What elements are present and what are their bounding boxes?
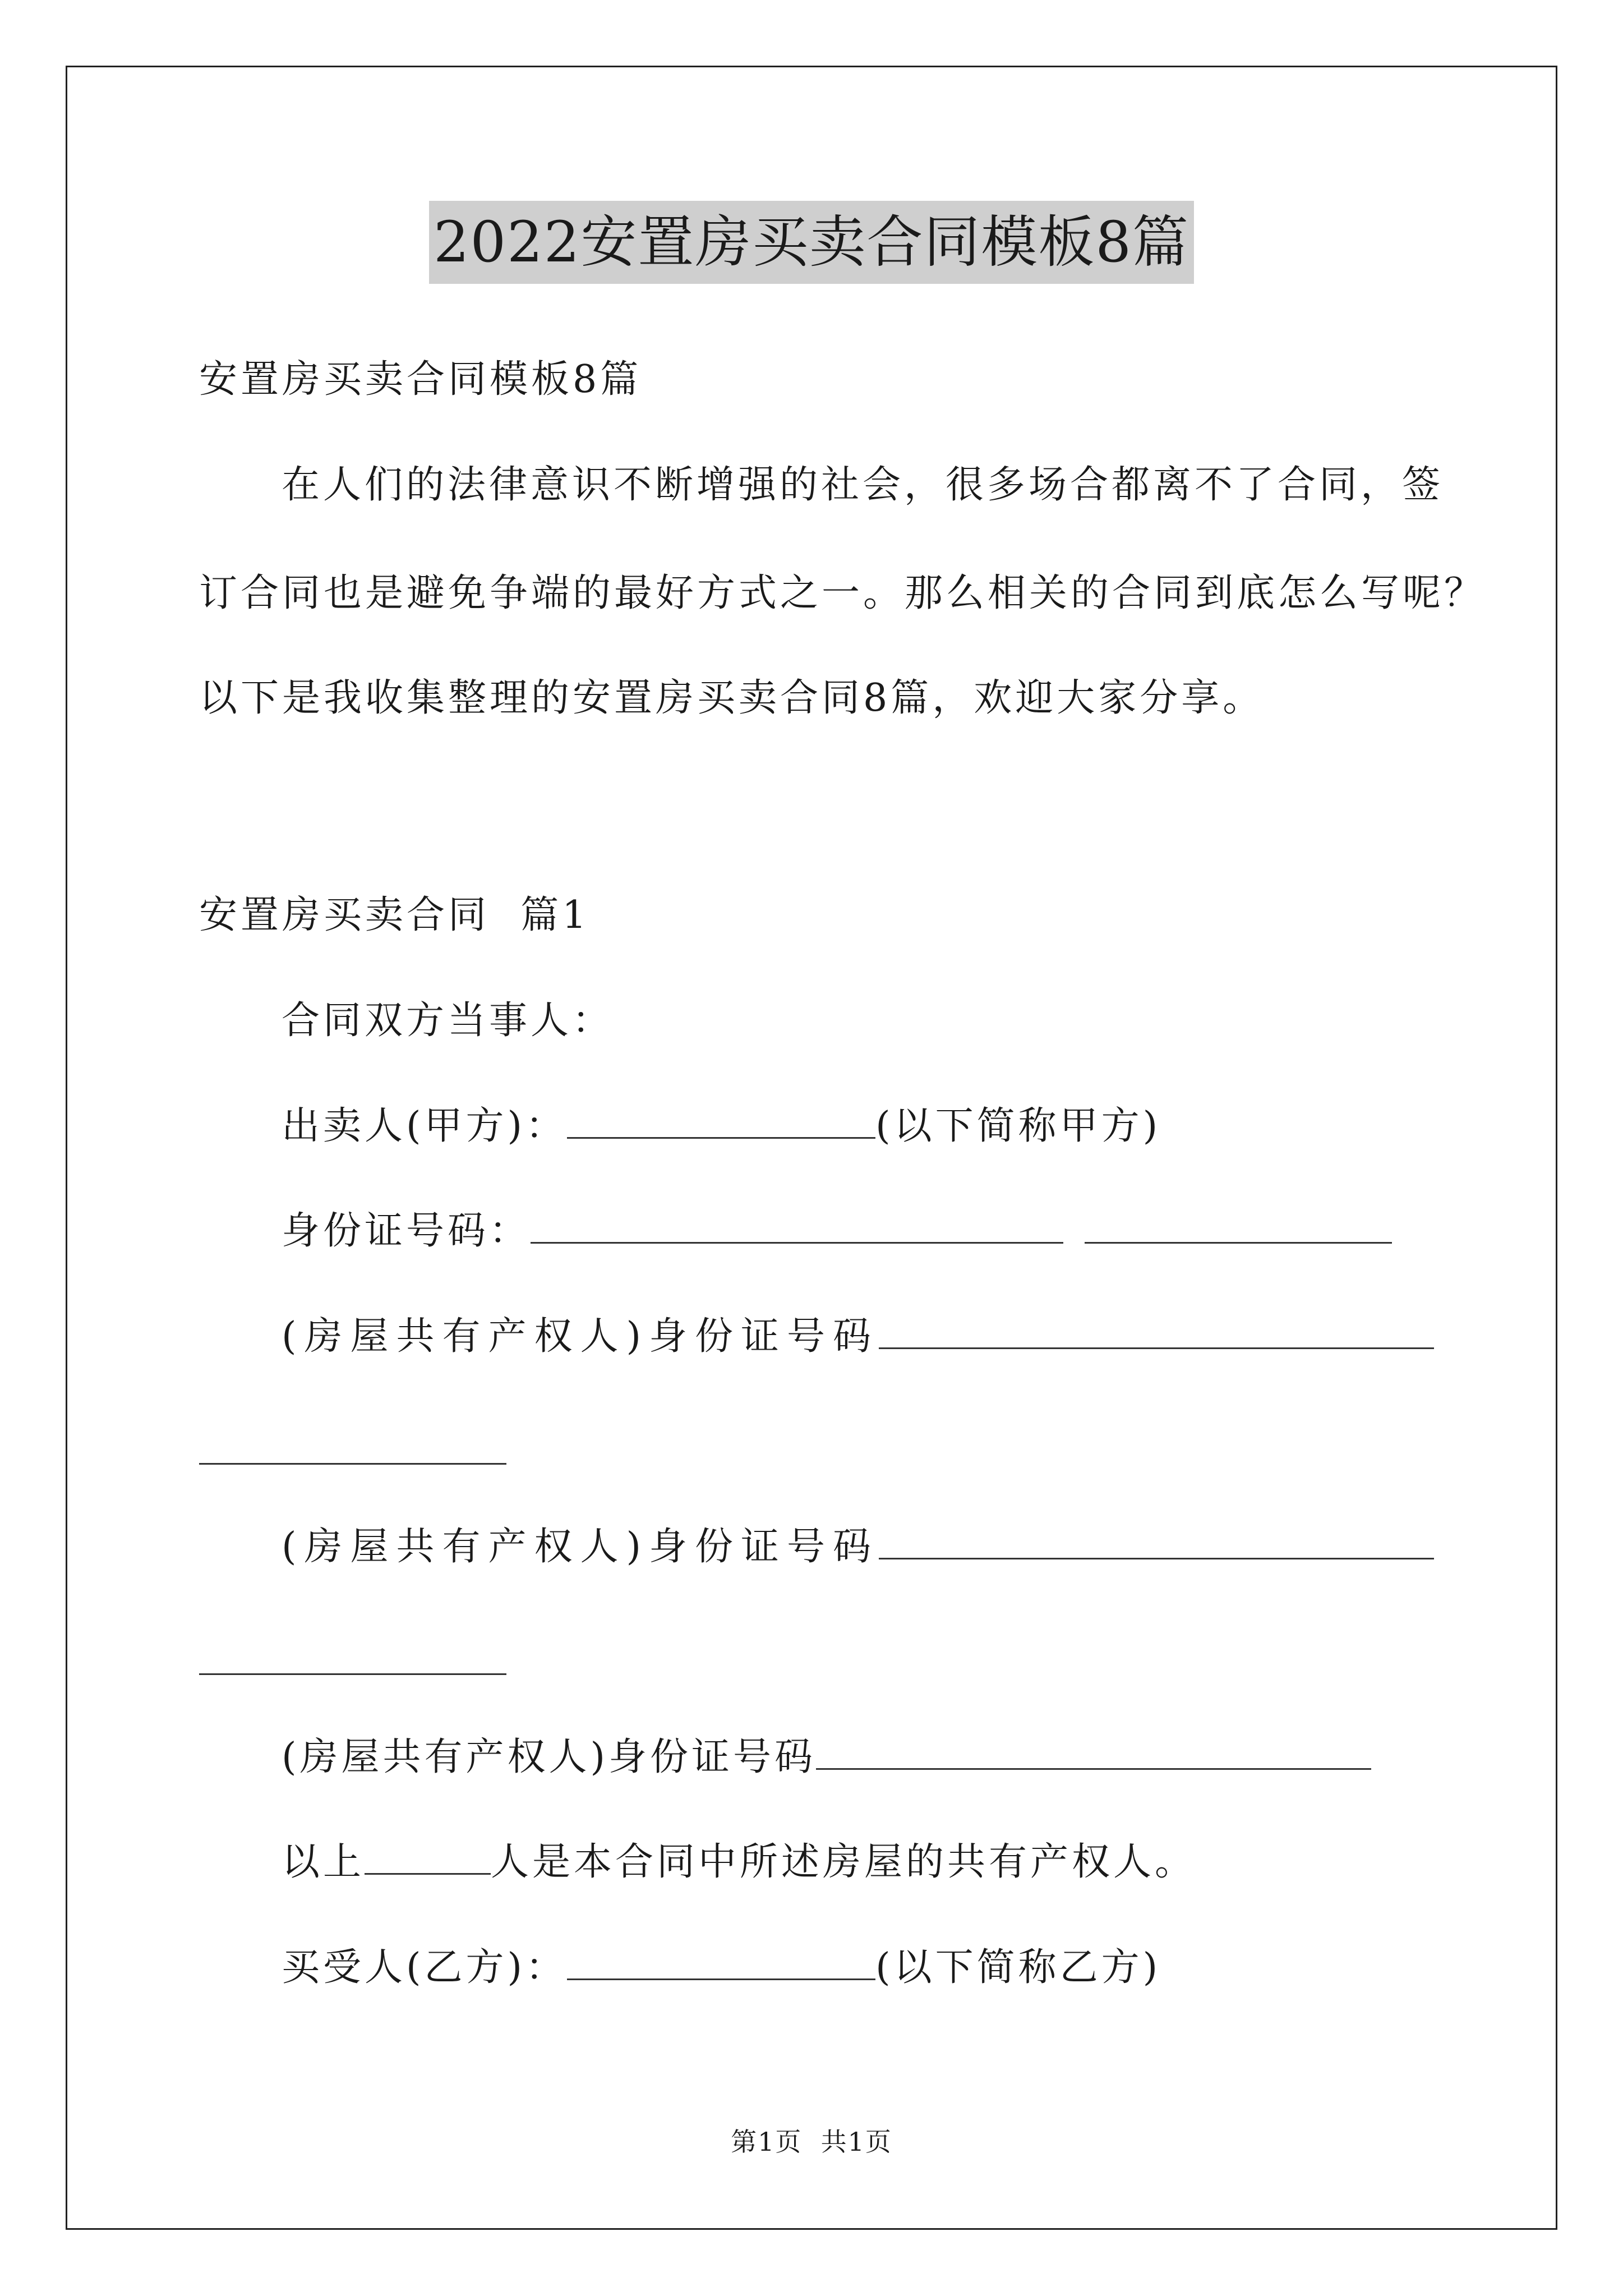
page-footer: 第1页 共1页 [731, 2127, 892, 2157]
id-number-row [282, 1206, 1392, 1257]
seller-row [282, 1101, 1161, 1152]
co-owner-label-2: (房屋共有产权人)身份证号码 [282, 1525, 879, 1569]
co-owner-count-row [282, 1837, 1196, 1888]
co-owner-blank-1 [879, 1315, 1434, 1349]
co-owner-row-1 [282, 1312, 1434, 1362]
co-owner-continuation-blank-2 [199, 1673, 506, 1675]
parties-label: 合同双方当事人： [282, 999, 614, 1043]
buyer-name-blank [567, 1946, 875, 1980]
intro-line-3: 以下是我收集整理的安置房买卖合同8篇，欢迎大家分享。 [199, 676, 1265, 720]
document-title: 2022安置房买卖合同模板8篇 [429, 201, 1194, 284]
id-number-blank-1 [531, 1209, 1063, 1244]
id-number-label: 身份证号码： [282, 1209, 531, 1253]
seller-label: 出卖人(甲方)： [282, 1104, 568, 1148]
co-owner-row-2 [282, 1522, 1434, 1572]
section-heading: 安置房买卖合同 篇1 [199, 893, 590, 937]
co-owner-label-3: (房屋共有产权人)身份证号码 [282, 1735, 817, 1779]
above-prefix: 以上 [282, 1840, 365, 1884]
co-owner-blank-3 [816, 1736, 1371, 1770]
title-container [0, 201, 1623, 284]
buyer-label: 买受人(乙方)： [282, 1945, 568, 1990]
id-number-blank-2 [1085, 1209, 1392, 1244]
co-owner-blank-2 [879, 1525, 1434, 1559]
buyer-suffix: (以下简称乙方) [875, 1945, 1161, 1990]
seller-name-blank [567, 1105, 875, 1139]
intro-line-2: 订合同也是避免争端的最好方式之一。那么相关的合同到底怎么写呢？ [199, 571, 1486, 615]
co-owner-row-3 [282, 1732, 1371, 1783]
above-suffix: 人是本合同中所述房屋的共有产权人。 [491, 1840, 1197, 1884]
seller-suffix: (以下简称甲方) [875, 1104, 1161, 1148]
co-owner-continuation-blank-1 [199, 1463, 506, 1465]
intro-line-1: 在人们的法律意识不断增强的社会，很多场合都离不了合同，签 [282, 463, 1444, 507]
co-owner-label-1: (房屋共有产权人)身份证号码 [282, 1314, 879, 1359]
co-owner-count-blank [365, 1841, 491, 1875]
document-subtitle: 安置房买卖合同模板8篇 [199, 357, 642, 402]
buyer-row [282, 1943, 1161, 1993]
